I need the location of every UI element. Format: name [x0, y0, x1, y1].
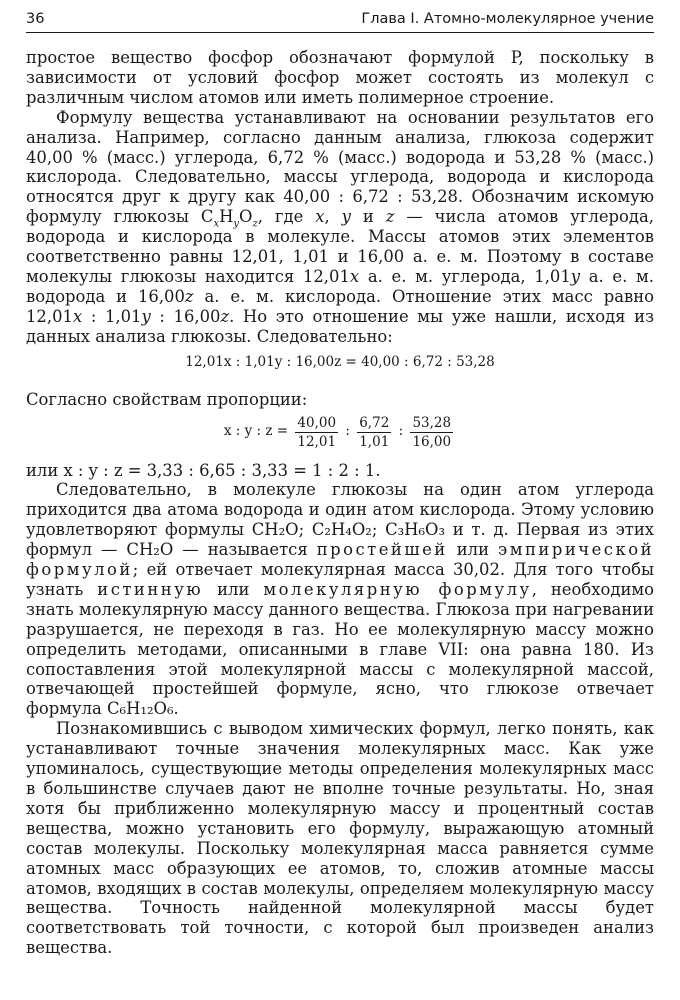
paragraph-phosphorus: простое вещество фосфор обозначают формулой P, поскольку в зависимости от условий фосфор может состоять из молекул с различным числом атомов или иметь полимерное строение.: [26, 48, 654, 107]
page-body: [26, 48, 654, 958]
paragraph-glucose-analysis: Формулу вещества устанавливают на основании результатов его анализа. Например, согласно данным анализа, глюкоза содержит 40,00 % (масс.) углерода, 6,72 % (масс.) водорода и 53,28 % (масс.) кислорода. Следовательно, массы углерода, водорода и кислорода относятся друг к другу как 40,00 : 6,72 : 53,28. Обозначим искомую формулу глюкозы $C_xH_yO_z$, где x, y и z — числа атомов углерода, водорода и кислорода в молекуле. Массы атомов этих элементов соответственно равны 12,01, 1,01 и 16,00 а. е. м. Поэтому в составе молекулы глюкозы находится 12,01x а. е. м. углерода, 1,01y а. е. м. водорода и 16,00z а. е. м. кислорода. Отношение этих масс равно 12,01x : 1,01y : 16,00z. Но это отношение мы уже нашли, исходя из данных анализа глюкозы. Следовательно:: [26, 107, 655, 346]
paragraph-empirical-formula: Следовательно, в молекуле глюкозы на один атом углерода приходится два атома водорода и один атом кислорода. Этому условию удовлетворяют формулы CH₂O; C₂H₄O₂; C₃H₆O₃ и т. д. Первая из этих формул — CH₂O — называется простейшей или эмпирической формулой; ей отвечает молекулярная масса 30,02. Для того чтобы узнать истинную или молекулярную формулу, необходимо знать молекулярную массу данного вещества. Глюкоза при нагревании разрушается, не переходя в газ. Но ее молекулярную массу можно определить методами, описанными в главе VII: она равна 180. Из сопоставления этой молекулярной массы с молекулярной массой, отвечающей простейшей формуле, ясно, что глюкозе отвечает формула C₆H₁₂O₆.: [26, 480, 654, 719]
running-header: [26, 8, 654, 33]
chapter-title: Глава I. Атомно-молекулярное учение: [361, 11, 654, 27]
fraction-equation-lhs: x : y : z =: [223, 423, 289, 440]
paragraph-molecular-mass: Познакомившись с выводом химических формул, легко понять, как устанавливают точные значения молекулярных масс. Как уже упоминалось, существующие методы определения молекулярных масс в большинстве случаев дают не вполне точные результаты. Но, зная хотя бы приближенно молекулярную массу и процентный состав вещества, можно установить его формулу, выражающую атомный состав молекулы. Поскольку молекулярная масса равняется сумме атомных масс образующих ее атомов, то, сложив атомные массы атомов, входящих в состав молекулы, определяем молекулярную массу вещества. Точность найденной молекулярной массы будет соответствовать той точности, с которой был произведен анализ вещества.: [26, 719, 654, 958]
mass-ratio-equation: 12,01x : 1,01y : 16,00z = 40,00 : 6,72 : 53,28: [185, 353, 495, 370]
proportion-label: Согласно свойствам пропорции:: [26, 389, 308, 409]
fraction-equation: x : y : z = $\frac{40,00}{12,01}$ : $\frac{6,72}{1,01}$ : $\frac{53,28}{16,00}$: [223, 414, 452, 450]
ratio-result-line: или x : y : z = 3,33 : 6,65 : 3,33 = 1 : 2 : 1.: [26, 460, 381, 480]
fraction-carbon: $\frac{40,00}{12,01}$: [297, 414, 337, 450]
fraction-hydrogen: $\frac{6,72}{1,01}$: [359, 414, 390, 450]
fraction-oxygen: $\frac{53,28}{16,00}$: [412, 414, 452, 450]
page-number: 36: [26, 11, 45, 27]
